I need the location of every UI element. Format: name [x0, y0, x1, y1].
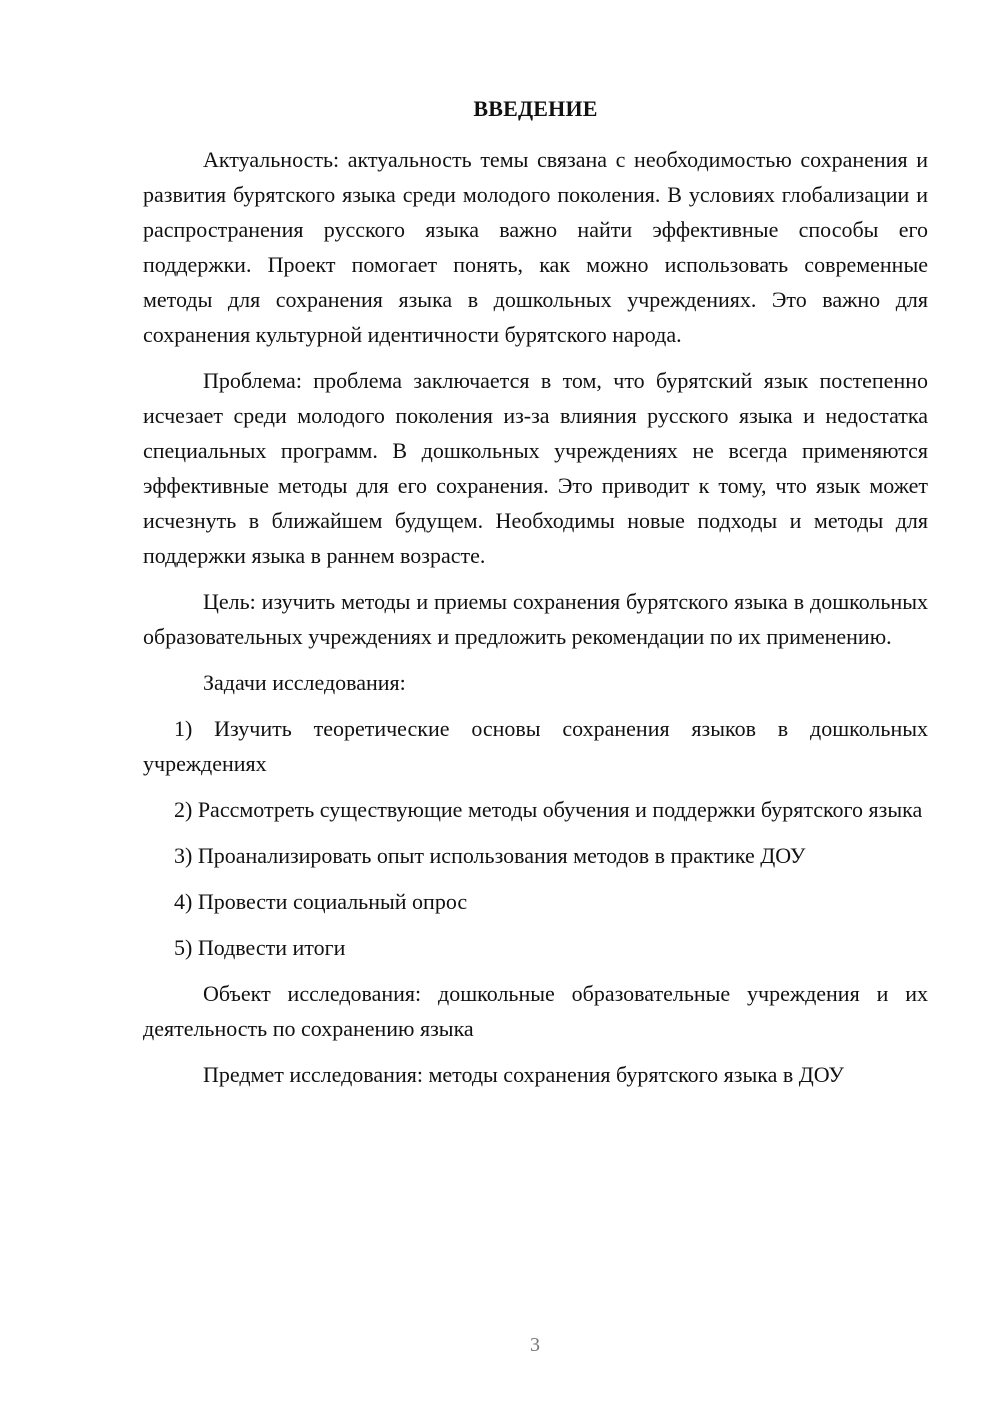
task-item-2: 2) Рассмотреть существующие методы обучения и поддержки бурятского языка — [174, 797, 923, 822]
task-item-5: 5) Подвести итоги — [174, 935, 346, 960]
task-item-1: 1) Изучить теоретические основы сохранения языков в дошкольных учреждениях — [143, 716, 928, 776]
problem-paragraph: Проблема: проблема заключается в том, что бурятский язык постепенно исчезает среди молодого поколения из-за влияния русского языка и недостатка специальных программ. В дошкольных учреждениях не всегда применяются эффективные методы для его сохранения. Это приводит к тому, что язык может исчезнуть в ближайшем будущем. Необходимы новые подходы и методы для поддержки языка в раннем возрасте. — [143, 368, 928, 568]
relevance-paragraph: Актуальность: актуальность темы связана с необходимостью сохранения и развития бурятского языка среди молодого поколения. В условиях глобализации и распространения русского языка важно найти эффективные способы его поддержки. Проект помогает понять, как можно использовать современные методы для сохранения языка в дошкольных учреждениях. Это важно для сохранения культурной идентичности бурятского народа. — [143, 147, 928, 347]
task-item-3: 3) Проанализировать опыт использования методов в практике ДОУ — [174, 843, 806, 868]
object-paragraph: Объект исследования: дошкольные образовательные учреждения и их деятельность по сохранению языка — [143, 981, 928, 1041]
tasks-heading: Задачи исследования: — [203, 670, 406, 695]
task-item-4: 4) Провести социальный опрос — [174, 889, 468, 914]
goal-paragraph: Цель: изучить методы и приемы сохранения бурятского языка в дошкольных образовательных учреждениях и предложить рекомендации по их применению. — [143, 589, 928, 649]
page-number: 3 — [530, 1334, 540, 1356]
section-title: ВВЕДЕНИЕ — [473, 96, 598, 121]
document-body — [143, 142, 928, 1103]
subject-paragraph: Предмет исследования: методы сохранения бурятского языка в ДОУ — [203, 1062, 844, 1087]
